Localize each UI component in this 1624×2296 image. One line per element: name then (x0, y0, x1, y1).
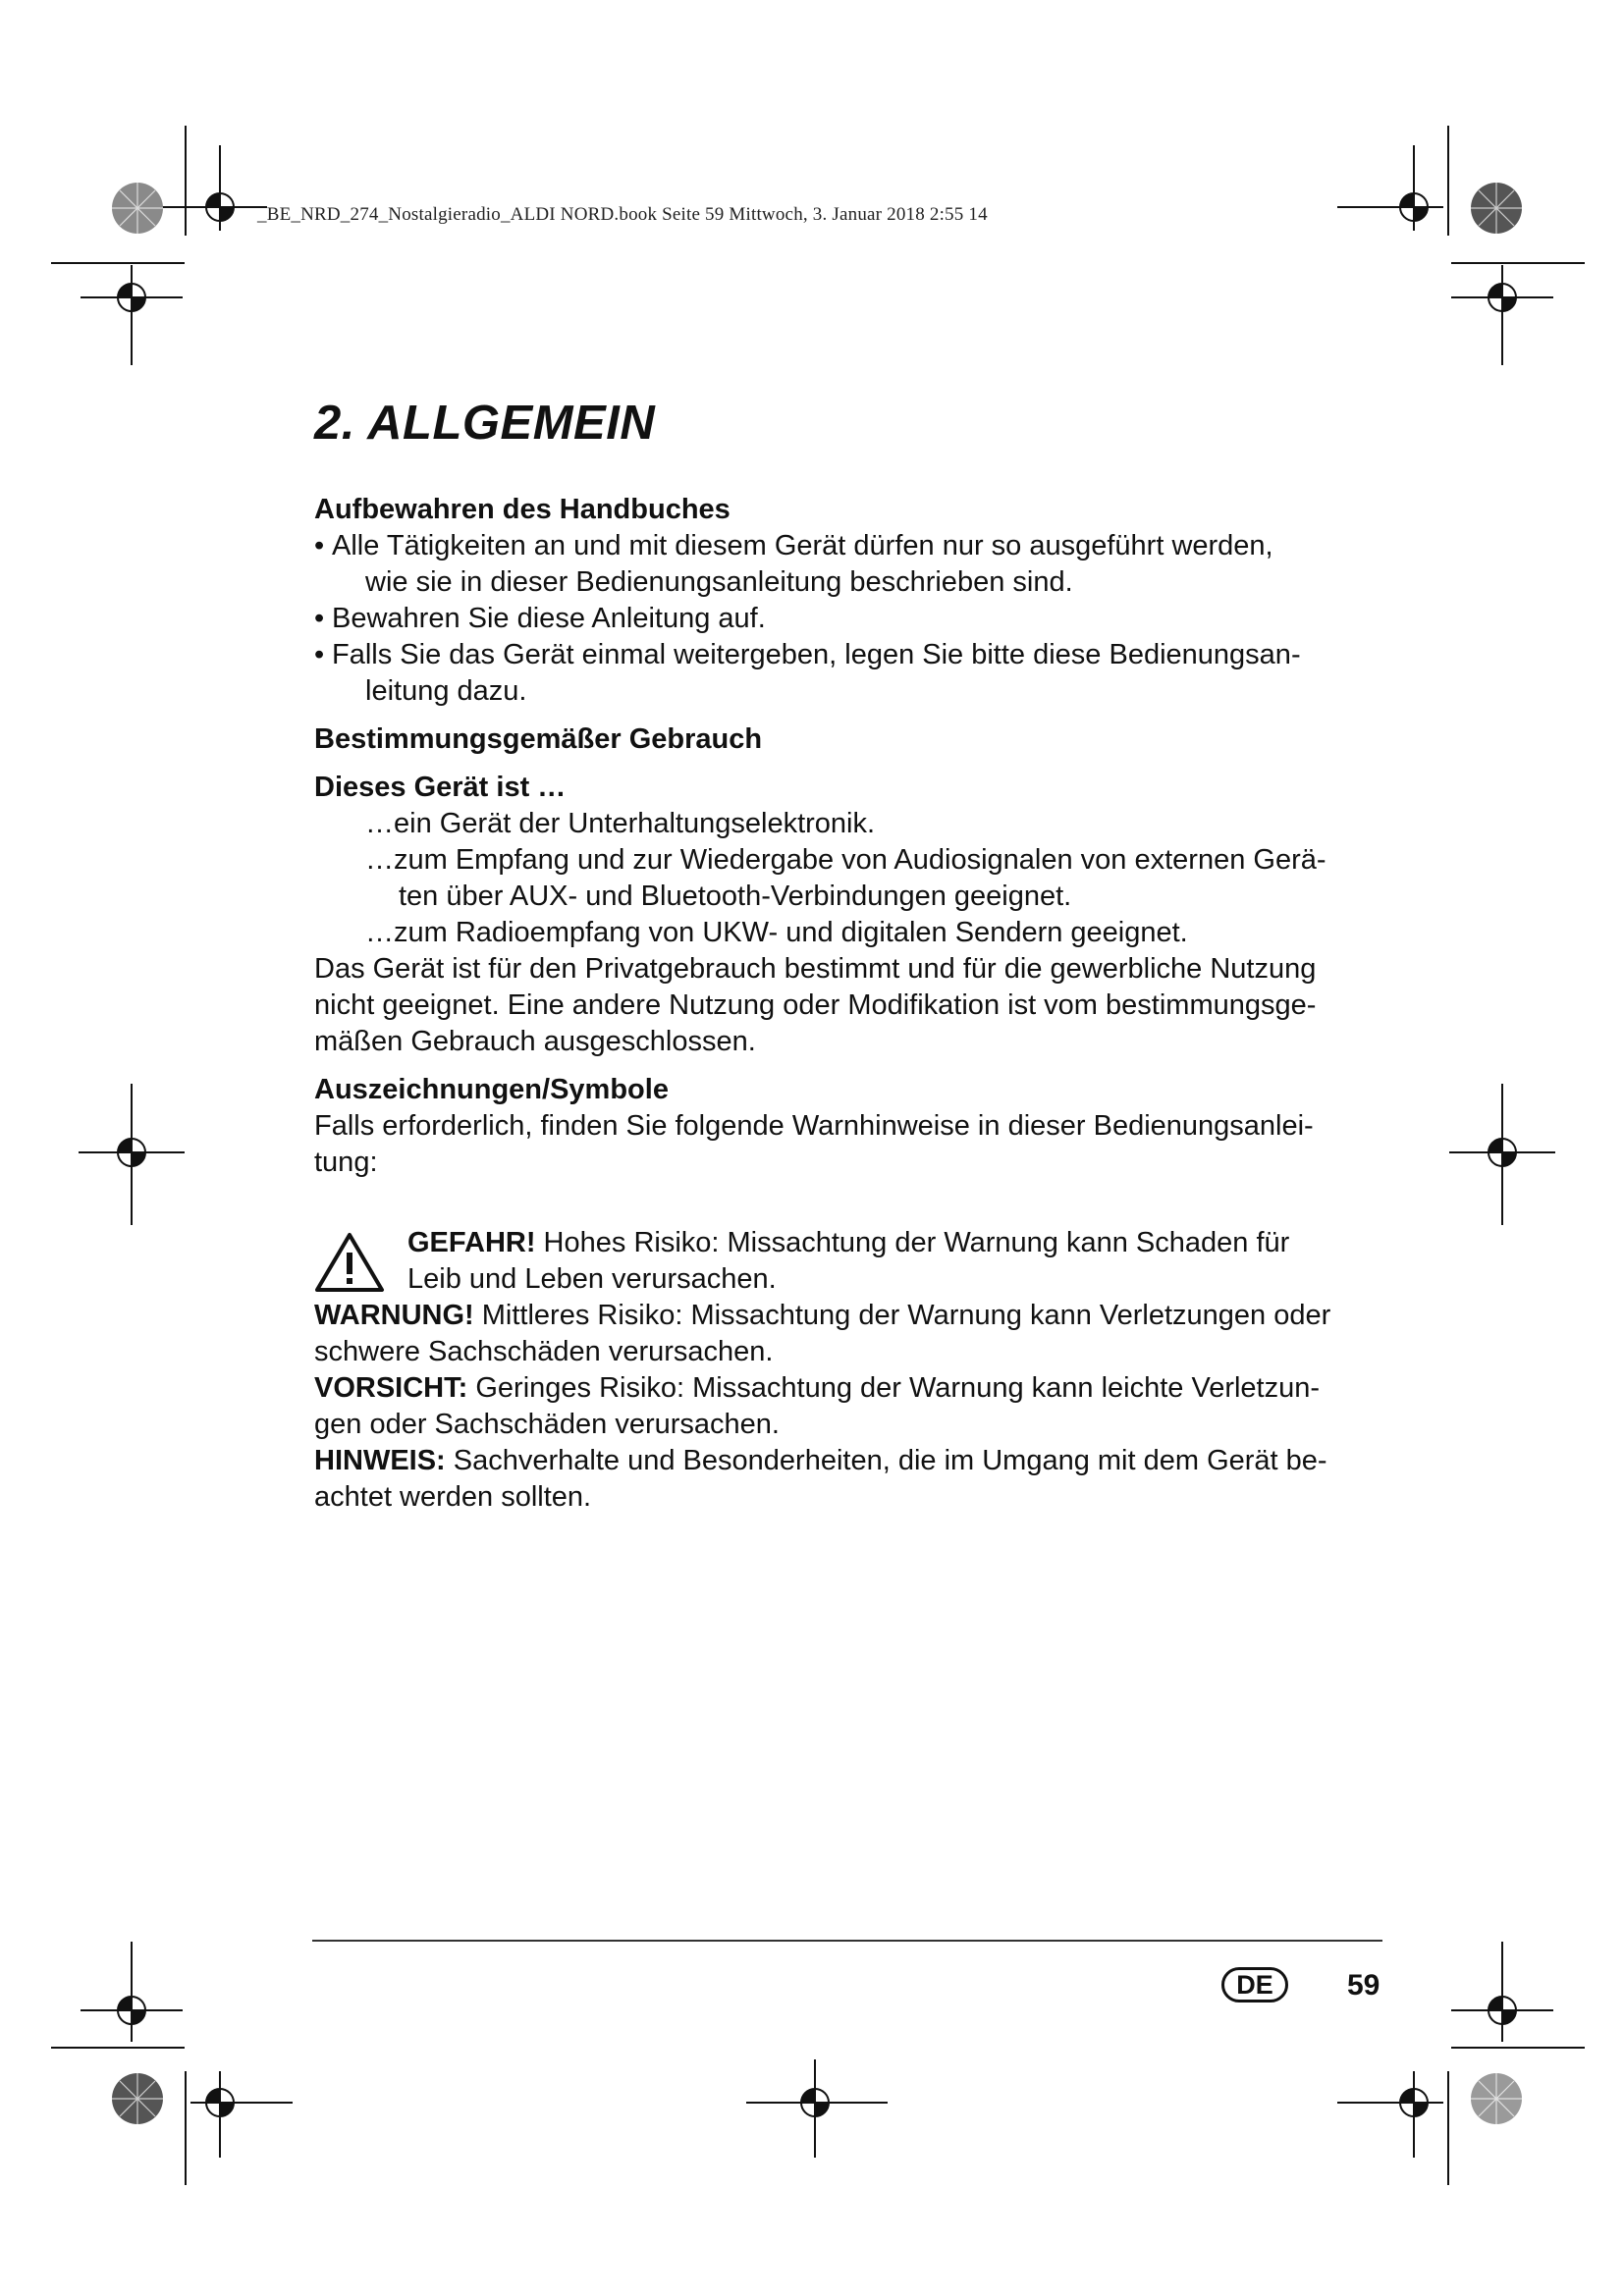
paragraph-line: nicht geeignet. Eine andere Nutzung oder Modifikation ist vom bestimmungsge- (314, 988, 1317, 1021)
paragraph-line: Falls erforderlich, finden Sie folgende Warnhinweise in dieser Bedienungsanlei- (314, 1109, 1314, 1142)
bullet-item (314, 601, 1390, 637)
warnung-text: Mittleres Risiko: Missachtung der Warnung kann Verletzungen oder (473, 1299, 1331, 1331)
chapter-title: 2. ALLGEMEIN (314, 397, 656, 450)
page-number: 59 (1347, 1969, 1380, 2002)
language-badge: DE (1221, 1967, 1288, 2002)
bullet-continuation: leitung dazu. (365, 674, 527, 707)
gefahr-label: GEFAHR! (407, 1226, 536, 1258)
heading-symbols: Auszeichnungen/Symbole (314, 1073, 669, 1105)
gefahr-text: Hohes Risiko: Missachtung der Warnung kann Schaden für (535, 1226, 1290, 1258)
paragraph-line: Das Gerät ist für den Privatgebrauch bestimmt und für die gewerbliche Nutzung (314, 952, 1317, 985)
bullet-item (314, 528, 1390, 564)
bullet-dot: • (314, 638, 325, 670)
footer-rule (312, 1940, 1382, 1942)
bullet-item (314, 637, 1390, 673)
gefahr-notice (314, 1225, 1390, 1298)
vorsicht-text-cont: gen oder Sachschäden verursachen. (314, 1408, 780, 1440)
heading-intended-use: Bestimmungsgemäßer Gebrauch (314, 722, 763, 755)
list-item-continuation: ten über AUX- und Bluetooth-Verbindungen geeignet. (399, 880, 1072, 912)
list-item: …zum Radioempfang von UKW- und digitalen Sendern geeignet. (365, 916, 1188, 948)
list-item: …zum Empfang und zur Wiedergabe von Audiosignalen von externen Gerä- (365, 843, 1326, 876)
warning-triangle-icon (314, 1231, 385, 1294)
gefahr-line (407, 1225, 1390, 1261)
warnung-line (314, 1298, 1390, 1334)
hinweis-label: HINWEIS: (314, 1444, 446, 1476)
hinweis-text-cont: achtet werden sollten. (314, 1480, 592, 1513)
list-item: …ein Gerät der Unterhaltungselektronik. (365, 807, 876, 839)
bullet-dot: • (314, 602, 325, 634)
vorsicht-line (314, 1370, 1390, 1407)
bullet-text: Bewahren Sie diese Anleitung auf. (332, 602, 766, 634)
vorsicht-text: Geringes Risiko: Missachtung der Warnung kann leichte Verletzun- (467, 1371, 1321, 1404)
bullet-text: Alle Tätigkeiten an und mit diesem Gerät dürfen nur so ausgeführt werden, (332, 529, 1273, 561)
bullet-continuation: wie sie in dieser Bedienungsanleitung beschrieben sind. (365, 565, 1073, 598)
paragraph-line: mäßen Gebrauch ausgeschlossen. (314, 1025, 756, 1057)
bullet-dot: • (314, 529, 325, 561)
spacer (314, 1181, 1390, 1217)
hinweis-text: Sachverhalte und Besonderheiten, die im Umgang mit dem Gerät be- (445, 1444, 1327, 1476)
bullet-text: Falls Sie das Gerät einmal weitergeben, legen Sie bitte diese Bedienungsan- (332, 638, 1301, 670)
page-content (314, 398, 1390, 1516)
warnung-label: WARNUNG! (314, 1299, 474, 1331)
warnung-text-cont: schwere Sachschäden verursachen. (314, 1335, 774, 1367)
hinweis-line (314, 1443, 1390, 1479)
print-slug: _BE_NRD_274_Nostalgieradio_ALDI NORD.book Seite 59 Mittwoch, 3. Januar 2018 2:55 14 (257, 204, 988, 225)
heading-storage: Aufbewahren des Handbuches (314, 493, 731, 525)
gefahr-text-cont: Leib und Leben verursachen. (407, 1262, 777, 1295)
vorsicht-label: VORSICHT: (314, 1371, 468, 1404)
paragraph-line: tung: (314, 1146, 378, 1178)
subheading-device: Dieses Gerät ist … (314, 771, 567, 803)
